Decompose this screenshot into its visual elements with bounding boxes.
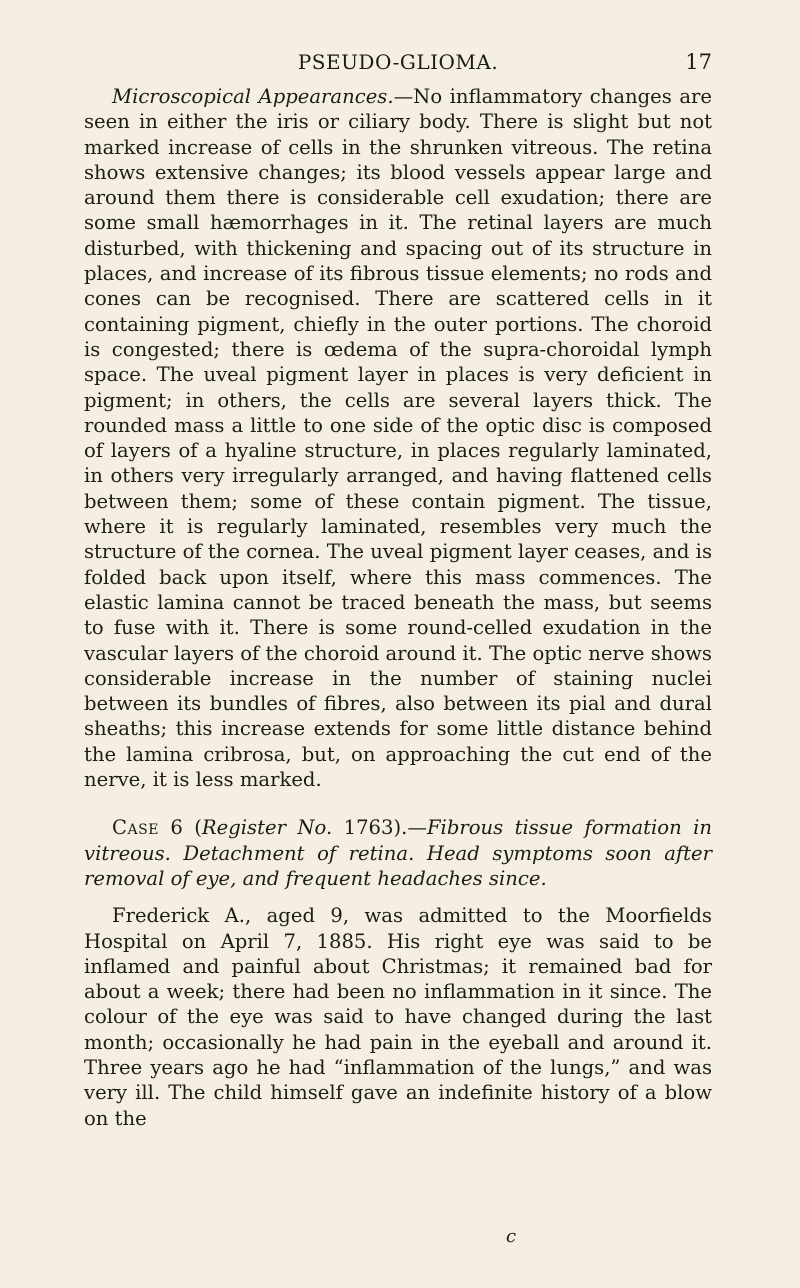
page-number: 17 [685, 50, 712, 74]
case-close: ).— [393, 816, 427, 840]
signature-mark: c [506, 1226, 517, 1247]
book-page [84, 50, 712, 1131]
page-header [84, 50, 712, 84]
register-number: 1763 [343, 816, 394, 840]
case-title: Fibrous tissue formation in vitreous. Detachment of retina. Head symptoms soon after removal of eye, and frequent headaches since. [84, 816, 713, 890]
case-open-paren: ( [194, 816, 202, 840]
case-heading [84, 815, 712, 891]
section-heading: Microscopical Appearances. [112, 85, 394, 108]
case-label: Case [112, 816, 159, 840]
register-label: Register No. [201, 816, 333, 840]
microscopical-paragraph [84, 84, 712, 792]
case-number: 6 [170, 816, 183, 840]
section-dash: — [393, 85, 414, 108]
case-body-paragraph: Frederick A., aged 9, was admitted to the Moorfields Hospital on April 7, 1885. His right eye was said to be inflamed and painful about Christmas; it remained bad for about a week; there had been no inflammation in it since. The colour of the eye was said to have changed during the last month; occasionally he had pain in the eyeball and around it. Three years ago he had “inflammation of the lungs,” and was very ill. The child himself gave an indefinite history of a blow on the [84, 904, 712, 1130]
running-head: PSEUDO-GLIOMA. [297, 50, 499, 74]
section-body: No inflammatory changes are seen in either the iris or ciliary body. There is slight but not marked increase of cells in the shrunken vitreous. The retina shows extensive changes; its blood vessels appear large and around them there is considerable cell exudation; there are some small hæmorrhages in it. The retinal layers are much disturbed, with thickening and spacing out of its structure in places, and increase of its fibrous tissue elements; no rods and cones can be recognised. There are scattered cells in it containing pigment, chiefly in the outer portions. The choroid is congested; there is œdema of the supra-choroidal lymph space. The uveal pigment layer in places is very deficient in pigment; in others, the cells are several layers thick. The rounded mass a little to one side of the optic disc is composed of layers of a hyaline structure, in places regularly laminated, in others very irregularly arranged, and having flattened cells between them; some of these contain pigment. The tissue, where it is regularly laminated, resembles very much the structure of the cornea. The uveal pigment layer ceases, and is folded back upon itself, where this mass commences. The elastic lamina cannot be traced beneath the mass, but seems to fuse with it. There is some round-celled exudation in the vascular layers of the choroid around it. The optic nerve shows considerable increase in the number of staining nuclei between its bundles of fibres, also between its pial and dural sheaths; this increase extends for some little distance behind the lamina cribrosa, but, on approaching the cut end of the nerve, it is less marked. [84, 85, 712, 792]
